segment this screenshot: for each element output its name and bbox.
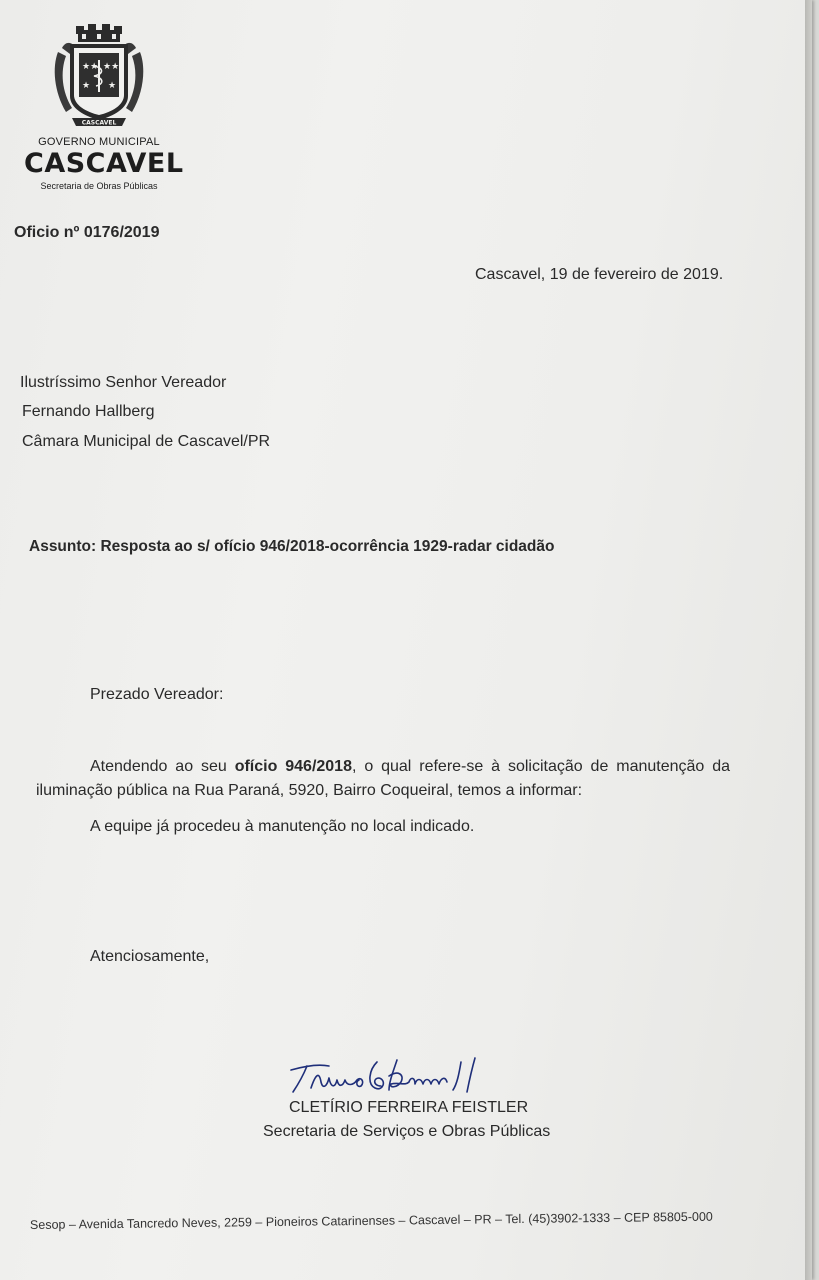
handwritten-signature xyxy=(285,1052,505,1102)
body-paragraph-2: A equipe já procedeu à manutenção no local indicado. xyxy=(90,818,475,835)
office-number: Oficio nº 0176/2019 xyxy=(14,224,160,241)
greeting: Prezado Vereador: xyxy=(90,686,224,703)
paper-edge-shadow xyxy=(805,0,812,1280)
footer-address: Sesop – Avenida Tancredo Neves, 2259 – Pioneiros Catarinenses – Cascavel – PR – Tel. (45)3902-1333 – CEP 85805-000 xyxy=(29,1209,713,1232)
recipient-line-2: Fernando Hallberg xyxy=(22,403,155,420)
date-line: Cascavel, 19 de fevereiro de 2019. xyxy=(475,266,724,283)
svg-text:★: ★ xyxy=(108,81,117,91)
municipal-logo xyxy=(24,22,184,194)
city-crest-icon xyxy=(52,22,146,132)
body-text-end: , o qual refere-se à solicitação de manutenção da iluminação pública na Rua Paraná, 5920, Bairro Coqueiral, temos a informar: xyxy=(36,758,731,799)
body-paragraph xyxy=(36,755,730,803)
logo-secretariat: Secretaria de Obras Públicas xyxy=(40,181,158,191)
signatory-title: Secretaria de Serviços e Obras Públicas xyxy=(263,1123,551,1140)
body-text-start: Atendendo ao seu xyxy=(90,758,235,775)
recipient-line-3: Câmara Municipal de Cascavel/PR xyxy=(22,433,271,450)
svg-text:★: ★ xyxy=(82,81,91,91)
crest-banner-text: CASCAVEL xyxy=(81,119,117,127)
svg-text:★★: ★★ xyxy=(82,62,99,72)
recipient-line-1: Ilustríssimo Senhor Vereador xyxy=(20,374,227,391)
body-text-reference: ofício 946/2018 xyxy=(234,758,352,775)
closing: Atenciosamente, xyxy=(90,948,210,965)
subject-line: Assunto: Resposta ao s/ ofício 946/2018-ocorrência 1929-radar cidadão xyxy=(29,538,555,555)
logo-city-name: CASCAVEL xyxy=(24,148,184,179)
signatory-name: CLETÍRIO FERREIRA FEISTLER xyxy=(289,1099,529,1116)
logo-government-label: GOVERNO MUNICIPAL xyxy=(38,136,160,148)
svg-text:★★: ★★ xyxy=(103,62,120,72)
